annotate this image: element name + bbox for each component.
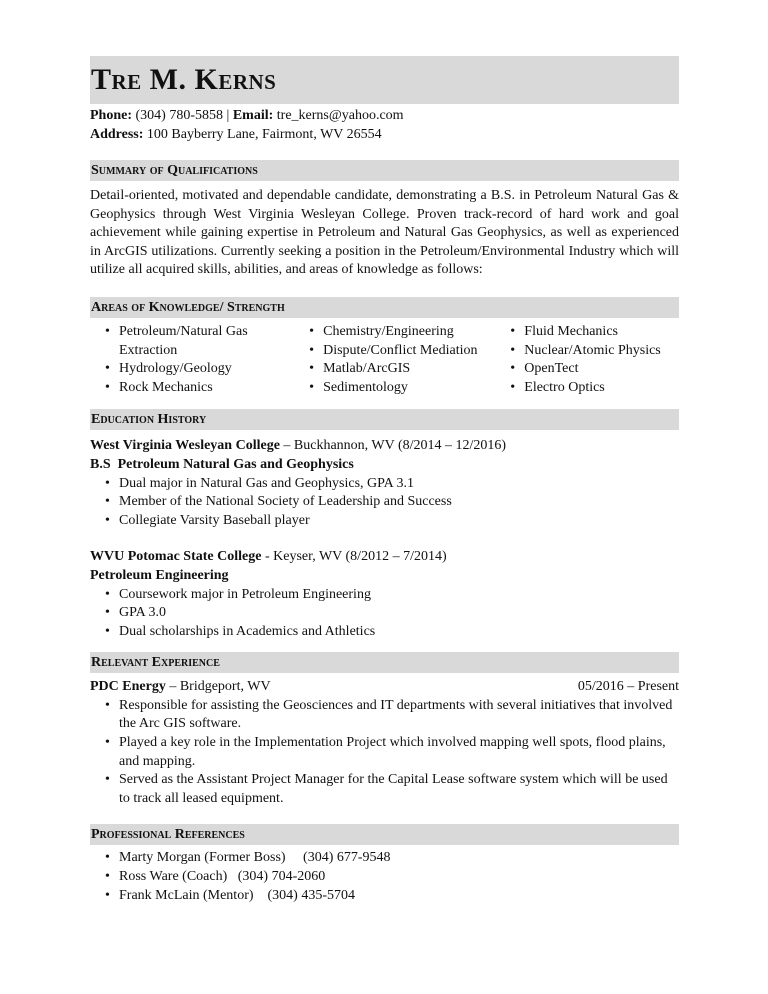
job-dates: 05/2016 – Present	[577, 679, 679, 695]
address-value: 100 Bayberry Lane, Fairmont, WV 26554	[146, 127, 382, 142]
summary-text: Detail-oriented, motivated and dependable candidate, demonstrating a B.S. in Petroleum Natural Gas & Geophysics through West Virginia Wesleyan College. Proven track-record of hard work and goal achievement while gaining expertise in Petroleum and Natural Gas Geophysics, as well as experienced in ArcGIS utilizations. Currently seeking a position in the Petroleum/Environmental Industry which will utilize all acquired skills, abilities, and areas of knowledge as follows:	[90, 188, 679, 278]
contact-block	[90, 107, 679, 145]
job-location: – Bridgeport, WV	[165, 679, 271, 695]
list-item: • Member of the National Society of Leadership and Success	[90, 493, 679, 512]
school-name: West Virginia Wesleyan College	[90, 438, 280, 454]
job-bullets	[90, 697, 679, 809]
resume-content	[90, 56, 679, 905]
contact-line-1	[90, 107, 679, 126]
school-bullets	[90, 586, 679, 642]
email-value[interactable]: tre_kerns@yahoo.com	[276, 108, 404, 123]
job-line	[90, 678, 679, 697]
knowledge-item: • Rock Mechanics	[102, 379, 306, 398]
list-item: • Frank McLain (Mentor) (304) 435-5704	[90, 887, 679, 906]
phone-value: (304) 780-5858	[135, 108, 223, 123]
knowledge-item: • Electro Optics	[507, 379, 679, 398]
phone-label: Phone:	[90, 108, 132, 123]
address-label: Address:	[90, 127, 144, 142]
knowledge-grid	[90, 323, 679, 397]
contact-separator: |	[223, 108, 233, 123]
list-item: • Served as the Assistant Project Manager for the Capital Lease software system which will be used to track all leased equipment.	[90, 771, 679, 808]
knowledge-item: • Fluid Mechanics	[507, 323, 679, 342]
company-name: PDC Energy	[90, 679, 166, 695]
knowledge-item: • Sedimentology	[306, 379, 507, 398]
knowledge-item: • Nuclear/Atomic Physics	[507, 342, 679, 361]
knowledge-item: • Hydrology/Geology	[102, 360, 306, 379]
job-entry	[90, 678, 679, 808]
contact-line-2	[90, 126, 679, 145]
school-entry	[90, 548, 679, 641]
knowledge-item: • Chemistry/Engineering	[306, 323, 507, 342]
knowledge-heading: Areas of Knowledge/ Strength	[90, 297, 679, 318]
school-bullets	[90, 475, 679, 531]
candidate-name: Tre M. Kerns	[91, 62, 277, 96]
list-item: • Coursework major in Petroleum Engineering	[90, 586, 679, 605]
list-item: • Dual scholarships in Academics and Athletics	[90, 623, 679, 642]
school-name: WVU Potomac State College	[90, 549, 262, 565]
knowledge-item: • Petroleum/Natural Gas Extraction	[102, 323, 306, 360]
knowledge-column-1	[90, 323, 306, 397]
experience-heading: Relevant Experience	[90, 652, 679, 673]
knowledge-item: • OpenTect	[507, 360, 679, 379]
degree-title: B.S Petroleum Natural Gas and Geophysics	[90, 456, 354, 472]
name-header	[90, 56, 679, 104]
summary-heading: Summary of Qualifications	[90, 160, 679, 181]
list-item: • Ross Ware (Coach) (304) 704-2060	[90, 868, 679, 887]
list-item: • Responsible for assisting the Geosciences and IT departments with several initiatives that involved the Arc GIS software.	[90, 697, 679, 734]
school-line	[90, 437, 679, 456]
knowledge-item: • Dispute/Conflict Mediation	[306, 342, 507, 361]
references-heading: Professional References	[90, 824, 679, 845]
references-list	[90, 849, 679, 905]
knowledge-column-2	[306, 323, 507, 397]
list-item: • Marty Morgan (Former Boss) (304) 677-9548	[90, 849, 679, 868]
list-item: • GPA 3.0	[90, 604, 679, 623]
list-item: • Collegiate Varsity Baseball player	[90, 512, 679, 531]
school-detail: - Keyser, WV (8/2012 – 7/2014)	[261, 549, 447, 565]
list-item: • Dual major in Natural Gas and Geophysics, GPA 3.1	[90, 475, 679, 494]
degree-title: Petroleum Engineering	[90, 567, 229, 583]
job-company-line	[90, 678, 271, 697]
education-heading: Education History	[90, 409, 679, 430]
school-entry	[90, 437, 679, 530]
school-line	[90, 548, 679, 567]
school-detail: – Buckhannon, WV (8/2014 – 12/2016)	[279, 438, 507, 454]
knowledge-item: • Matlab/ArcGIS	[306, 360, 507, 379]
knowledge-column-3	[507, 323, 679, 397]
list-item: • Played a key role in the Implementation Project which involved mapping well spots, flood plains, and mapping.	[90, 734, 679, 771]
email-label: Email:	[232, 108, 274, 123]
